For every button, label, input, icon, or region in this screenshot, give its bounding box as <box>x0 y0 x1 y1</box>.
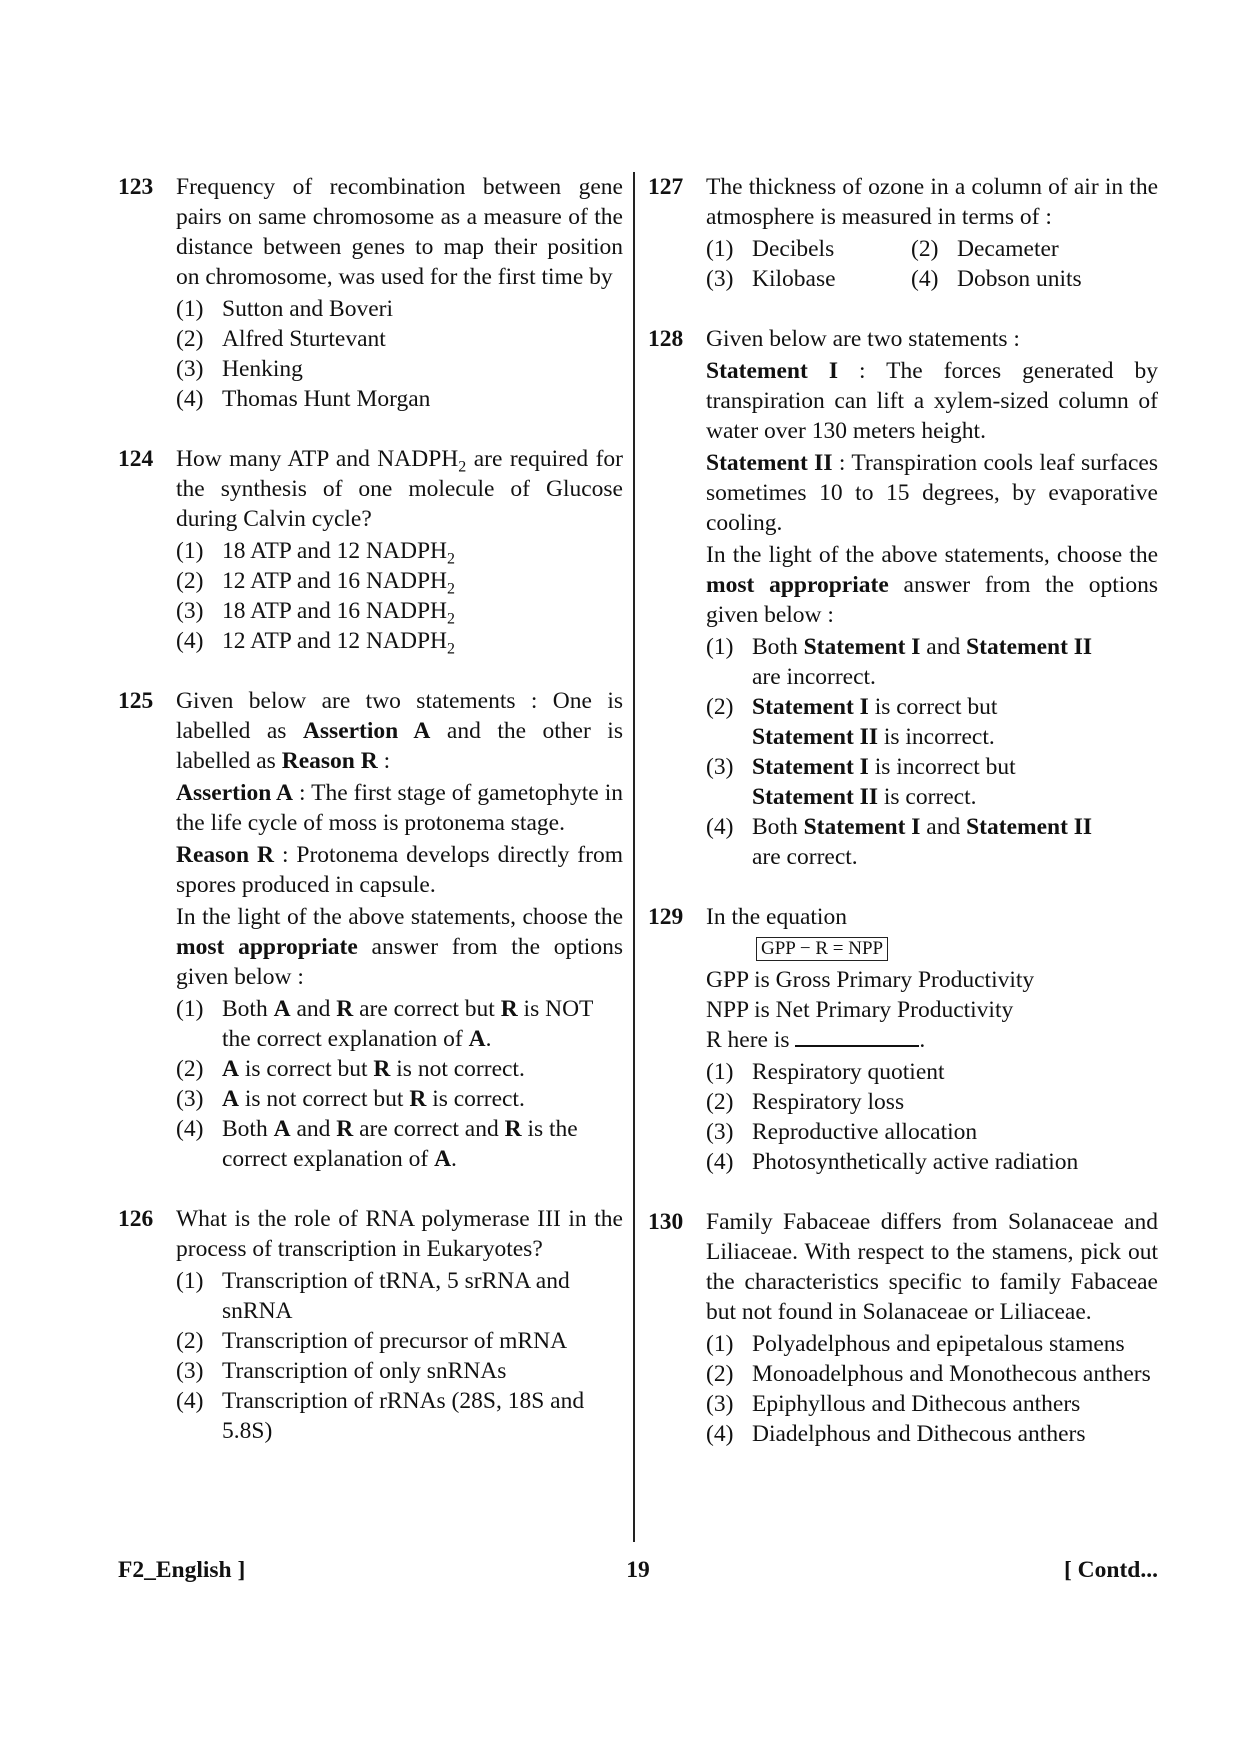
options-list <box>176 1266 623 1446</box>
option-3: (3) Henking <box>176 356 303 382</box>
question-number: 126 <box>118 1206 154 1232</box>
option-1: (1) Transcription of tRNA, 5 srRNA and snRNA <box>176 1268 570 1324</box>
option-2: (2) Alfred Sturtevant <box>176 326 386 352</box>
option-4: (4) Photosynthetically active radiation <box>706 1149 1079 1175</box>
question-text: In the equation <box>706 904 847 930</box>
options-list <box>706 1057 1158 1177</box>
question-number: 124 <box>118 446 154 472</box>
instruction-text: In the light of the above statements, choose the most appropriate answer from the options given below : <box>706 542 1158 628</box>
question-127 <box>648 172 1158 294</box>
options-list <box>176 536 623 656</box>
page-footer <box>118 1555 1158 1585</box>
fill-blank-line: R here is . <box>706 1027 926 1053</box>
left-column <box>118 172 623 1476</box>
column-divider <box>633 172 635 1542</box>
question-number: 123 <box>118 174 154 200</box>
option-1: (1) Polyadelphous and epipetalous stamens <box>706 1331 1125 1357</box>
option-2: (2) Monoadelphous and Monothecous anthers <box>706 1361 1151 1387</box>
option-3: (3) Kilobase <box>706 266 836 292</box>
footer-continued: [ Contd... <box>1063 1557 1158 1583</box>
option-4: (4) Dobson units <box>911 266 1082 292</box>
assertion-text: Assertion A : The first stage of gametophyte in the life cycle of moss is protonema stage. <box>176 780 623 836</box>
option-3: (3) Epiphyllous and Dithecous anthers <box>706 1391 1081 1417</box>
option-2: (2) Statement I is correct but Statement II is incorrect. <box>706 694 998 750</box>
question-number: 128 <box>648 326 684 352</box>
option-2: (2) Transcription of precursor of mRNA <box>176 1328 568 1354</box>
option-4: (4) Both Statement I and Statement II are correct. <box>706 814 1093 870</box>
option-2: (2) 12 ATP and 16 $NADPH_2$ <box>176 568 456 598</box>
option-1: (1) Decibels <box>706 236 835 262</box>
definition-npp: NPP is Net Primary Productivity <box>706 997 1014 1023</box>
option-4: (4) Diadelphous and Dithecous anthers <box>706 1421 1086 1447</box>
reason-text: Reason R : Protonema develops directly from spores produced in capsule. <box>176 842 623 898</box>
footer-paper-code: F2_English ] <box>118 1557 246 1583</box>
answer-blank <box>795 1025 919 1047</box>
question-number: 127 <box>648 174 684 200</box>
options-list <box>706 234 1158 294</box>
option-4: (4) Thomas Hunt Morgan <box>176 386 431 412</box>
question-number: 129 <box>648 904 684 930</box>
question-text: What is the role of RNA polymerase III in the process of transcription in Eukaryotes? <box>176 1206 623 1262</box>
option-1: (1) Both Statement I and Statement II are incorrect. <box>706 634 1093 690</box>
question-129 <box>648 902 1158 1177</box>
question-130 <box>648 1207 1158 1449</box>
page-number: 19 <box>626 1557 650 1583</box>
option-1: (1) 18 ATP and 12 $NADPH_2$ <box>176 538 456 568</box>
question-text: How many ATP and $NADPH_2$ are required for the synthesis of one molecule of Glucose during Calvin cycle? <box>176 446 623 532</box>
question-text: Family Fabaceae differs from Solanaceae and Liliaceae. With respect to the stamens, pick out the characteristics specific to family Fabaceae but not found in Solanaceae or Liliaceae. <box>706 1209 1158 1325</box>
question-text: Frequency of recombination between gene pairs on same chromosome as a measure of the distance between genes to map their position on chromosome, was used for the first time by <box>176 174 623 290</box>
option-3: (3) Statement I is incorrect but Statement II is correct. <box>706 754 1016 810</box>
option-4: (4) Both A and R are correct and R is the correct explanation of A. <box>176 1116 578 1172</box>
question-text: Given below are two statements : One is labelled as Assertion A and the other is labelled as Reason R : <box>176 688 623 774</box>
instruction-text: In the light of the above statements, choose the most appropriate answer from the options given below : <box>176 904 623 990</box>
statement-2-text: Statement II : Transpiration cools leaf surfaces sometimes 10 to 15 degrees, by evaporative cooling. <box>706 450 1158 536</box>
option-2: (2) Respiratory loss <box>706 1089 905 1115</box>
options-list <box>176 994 623 1174</box>
option-3: (3) 18 ATP and 16 $NADPH_2$ <box>176 598 456 628</box>
equation-box: GPP − R = NPP <box>756 937 888 961</box>
option-1: (1) Sutton and Boveri <box>176 296 394 322</box>
option-4: (4) Transcription of rRNAs (28S, 18S and 5.8S) <box>176 1388 585 1444</box>
option-2: (2) A is correct but R is not correct. <box>176 1056 525 1082</box>
question-number: 130 <box>648 1209 684 1235</box>
question-123 <box>118 172 623 414</box>
question-126 <box>118 1204 623 1446</box>
option-1: (1) Both A and R are correct but R is NOT the correct explanation of A. <box>176 996 593 1052</box>
right-column <box>648 172 1158 1479</box>
option-4: (4) 12 ATP and 12 $NADPH_2$ <box>176 628 456 658</box>
question-text: The thickness of ozone in a column of air in the atmosphere is measured in terms of : <box>706 174 1158 230</box>
question-number: 125 <box>118 688 154 714</box>
option-1: (1) Respiratory quotient <box>706 1059 945 1085</box>
question-text: Given below are two statements : <box>706 326 1020 352</box>
question-125 <box>118 686 623 1174</box>
option-2: (2) Decameter <box>911 236 1059 262</box>
options-list <box>706 632 1158 872</box>
question-128 <box>648 324 1158 872</box>
options-list <box>176 294 623 414</box>
option-3: (3) Transcription of only snRNAs <box>176 1358 507 1384</box>
definition-gpp: GPP is Gross Primary Productivity <box>706 967 1035 993</box>
statement-1-text: Statement I : The forces generated by transpiration can lift a xylem-sized column of water over 130 meters height. <box>706 358 1159 444</box>
option-3: (3) A is not correct but R is correct. <box>176 1086 525 1112</box>
options-list <box>706 1329 1158 1449</box>
question-124 <box>118 444 623 656</box>
option-3: (3) Reproductive allocation <box>706 1119 978 1145</box>
